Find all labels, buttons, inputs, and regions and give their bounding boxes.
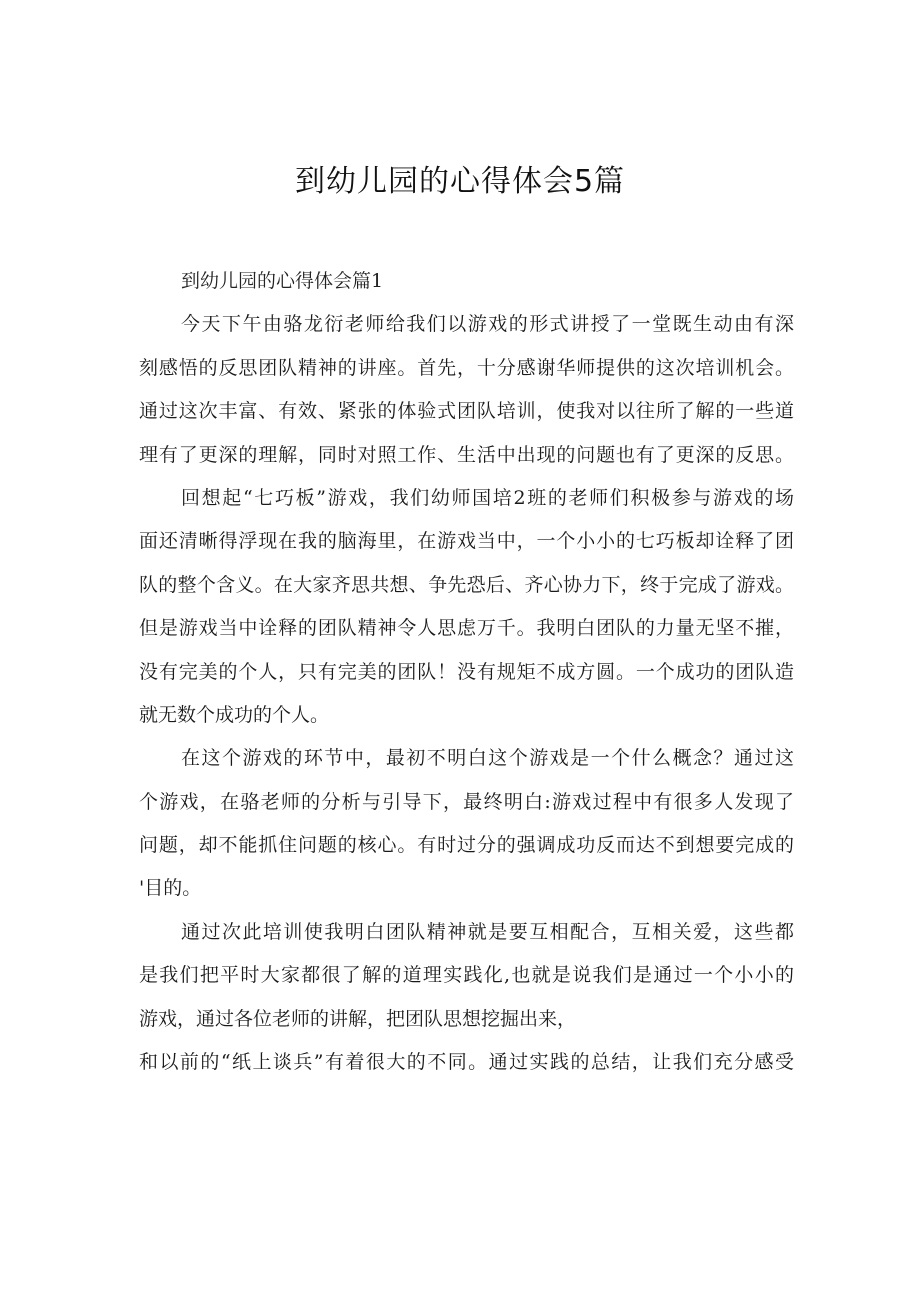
paragraph-line: 面还清晰得浮现在我的脑海里，在游戏当中，一个小小的七巧板却诠释了团	[139, 530, 794, 553]
paragraph-line: 通过次此培训使我明白团队精神就是要互相配合，互相关爱，这些都	[181, 920, 794, 943]
section-heading: 到幼儿园的心得体会篇1	[181, 270, 384, 292]
paragraph-line: 刻感悟的反思团队精神的讲座。首先，十分感谢华师提供的这次培训机会。	[139, 356, 794, 379]
paragraph-line: 问题，却不能抓住问题的核心。有时过分的强调成功反而达不到想要完成的	[139, 834, 794, 857]
paragraph-line: 个游戏，在骆老师的分析与引导下，最终明白:游戏过程中有很多人发现了	[139, 790, 794, 813]
paragraph-line: 今天下午由骆龙衍老师给我们以游戏的形式讲授了一堂既生动由有深	[181, 313, 794, 336]
paragraph-line: 但是游戏当中诠释的团队精神令人思虑万千。我明白团队的力量无坚不摧，	[139, 617, 794, 640]
paragraph-line: 是我们把平时大家都很了解的道理实践化,也就是说我们是通过一个小小的	[139, 964, 794, 987]
document-title: 到幼儿园的心得体会5篇	[294, 164, 626, 199]
paragraph-line: 通过这次丰富、有效、紧张的体验式团队培训，使我对以往所了解的一些道	[139, 400, 794, 423]
paragraph-line: 理有了更深的理解，同时对照工作、生活中出现的问题也有了更深的反思。	[139, 443, 794, 466]
paragraph-line: 游戏，通过各位老师的讲解，把团队思想挖掘出来，	[139, 1007, 577, 1030]
paragraph-line: 在这个游戏的环节中，最初不明白这个游戏是一个什么概念？通过这	[181, 747, 794, 770]
paragraph-line: 没有完美的个人，只有完美的团队！没有规矩不成方圆。一个成功的团队造	[139, 660, 794, 683]
paragraph-line: 队的整个含义。在大家齐思共想、争先恐后、齐心协力下，终于完成了游戏。	[139, 573, 794, 596]
paragraph-line: 和以前的“纸上谈兵”有着很大的不同。通过实践的总结，让我们充分感受	[139, 1051, 794, 1074]
paragraph-line: 回想起“七巧板”游戏，我们幼师国培2班的老师们积极参与游戏的场	[181, 486, 794, 509]
document-body	[139, 260, 794, 1084]
paragraph-line: 就无数个成功的个人。	[139, 703, 330, 726]
paragraph-line: '目的。	[139, 877, 202, 900]
